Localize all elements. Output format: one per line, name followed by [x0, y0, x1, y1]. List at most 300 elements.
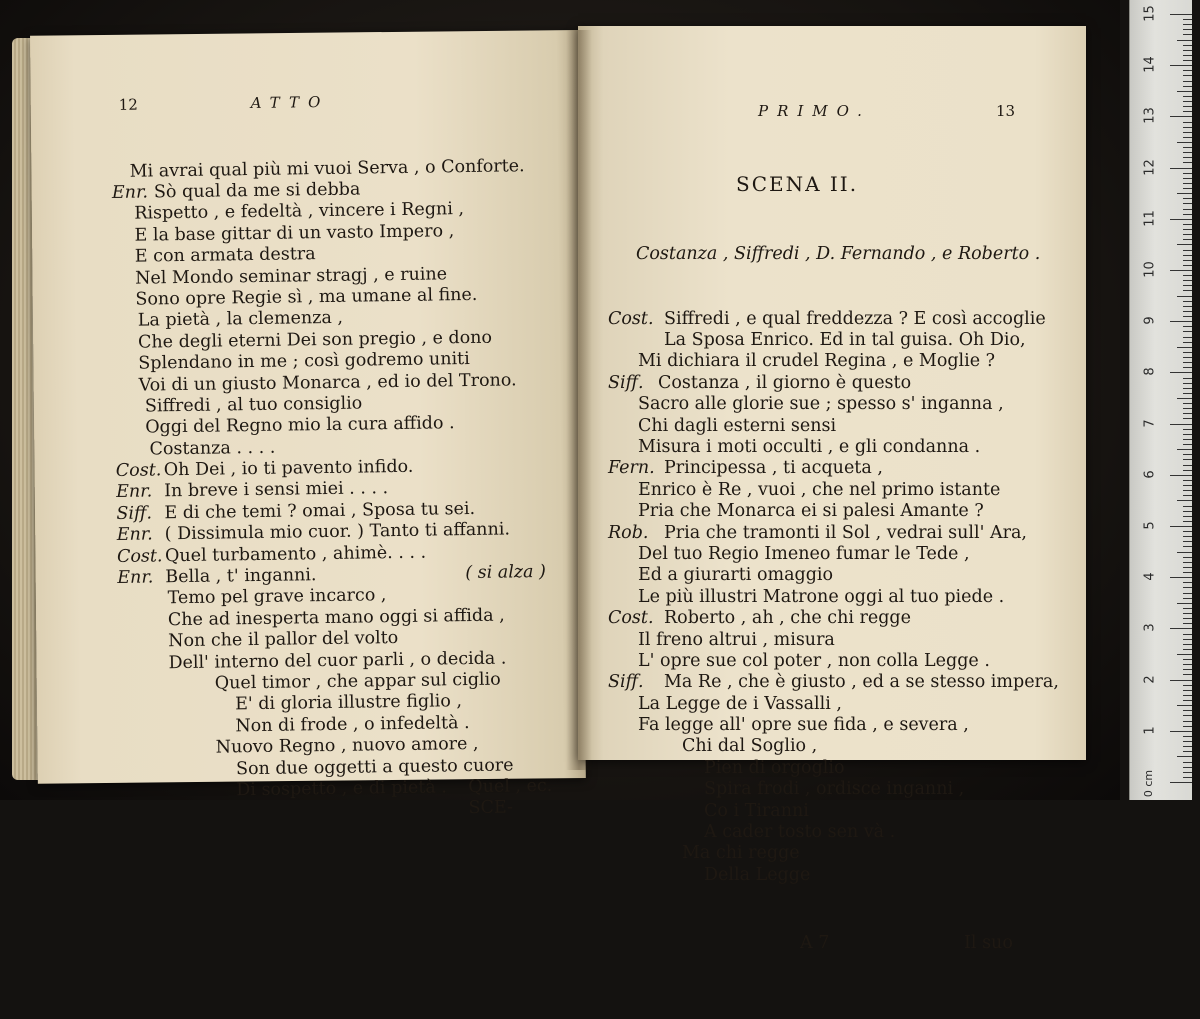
verse-line	[118, 648, 507, 675]
ruler-tick	[1183, 587, 1192, 588]
ruler-number: 8	[1142, 367, 1158, 377]
verse-text: Nel Mondo seminar stragj , e ruine	[135, 263, 448, 289]
stage-direction: ( si alza )	[465, 562, 547, 584]
ruler-tick	[1183, 260, 1192, 261]
verse-text: Temo pel grave incarco ,	[167, 585, 387, 609]
ruler-tick	[1183, 96, 1192, 97]
signature-mark: A 7	[800, 933, 830, 953]
verse-line	[115, 456, 414, 483]
ruler-tick	[1183, 674, 1192, 675]
verse-text: Chi dagli esterni sensi	[638, 415, 837, 436]
verse-text: Non che il pallor del volto	[168, 628, 399, 652]
ruler-tick	[1183, 203, 1192, 204]
verse-text: E di che temi ? omai , Sposa tu sei.	[164, 498, 476, 524]
verse-line	[608, 757, 845, 779]
ruler-tick	[1183, 639, 1192, 640]
ruler-tick	[1183, 434, 1192, 435]
ruler-number: 10	[1142, 261, 1158, 278]
verse-line	[608, 522, 1027, 544]
speaker-name: Cost.	[116, 545, 163, 567]
ruler-tick	[1183, 511, 1192, 512]
ruler-tick	[1183, 726, 1192, 727]
ruler-tick	[1170, 372, 1192, 373]
ruler-tick	[1183, 613, 1192, 614]
verse-line	[112, 155, 525, 183]
ruler-number: 13	[1142, 107, 1158, 125]
ruler-tick	[1170, 782, 1192, 783]
ruler-tick	[1170, 424, 1192, 425]
ruler-tick	[1183, 198, 1192, 199]
ruler-tick	[1183, 306, 1192, 307]
verse-text: Quel timor , che appar sul ciglio	[214, 669, 501, 694]
verse-text: Sò qual da me si debba	[153, 179, 361, 203]
verse-line	[608, 351, 996, 372]
ruler-tick	[1183, 388, 1192, 389]
verse-line	[608, 715, 969, 736]
verse-text: Misura i moti occulti , e gli condanna .	[638, 436, 981, 457]
verse-text: Principessa , ti acqueta ,	[664, 458, 883, 479]
speaker-name: Cost.	[608, 608, 654, 629]
verse-line	[113, 244, 316, 269]
verse-line	[608, 543, 970, 565]
verse-line	[116, 542, 427, 568]
verse-line	[120, 797, 514, 825]
ruler-tick	[1183, 634, 1192, 635]
verse-line	[113, 284, 478, 311]
ruler-number: 2	[1142, 674, 1158, 684]
verse-text: Che ad inesperta mano oggi si affida ,	[167, 605, 505, 631]
verse-line	[115, 413, 455, 440]
verse-line	[608, 479, 1001, 501]
verse-line	[608, 372, 912, 394]
verse-text: Costanza . . . .	[149, 437, 276, 460]
ruler-tick	[1183, 751, 1192, 752]
scene-title: SCENA II.	[736, 171, 859, 196]
ruler-tick	[1183, 557, 1192, 558]
ruler-number: 5	[1142, 521, 1158, 530]
right-running-head: PRIMO.	[758, 101, 871, 120]
ruler-tick	[1183, 81, 1192, 82]
ruler-tick	[1183, 75, 1192, 76]
ruler-tick	[1183, 45, 1192, 46]
verse-line	[114, 308, 344, 333]
ruler-tick	[1183, 413, 1192, 414]
ruler-tick	[1183, 188, 1192, 189]
verse-line	[608, 672, 1059, 693]
ruler-tick	[1183, 715, 1192, 716]
verse-text: Del tuo Regio Imeneo fumar le Tede ,	[638, 543, 970, 564]
verse-text: Oggi del Regno mio la cura affido .	[145, 413, 455, 438]
catchword: Il suo	[964, 933, 1013, 953]
ruler-tick	[1183, 183, 1192, 184]
ruler-tick	[1183, 290, 1192, 291]
verse-line	[119, 691, 463, 718]
speaker-name: Siff.	[608, 672, 644, 693]
ruler-tick	[1183, 649, 1192, 650]
ruler-tick	[1183, 454, 1192, 455]
ruler-tick	[1183, 326, 1192, 327]
verse-text: E' di gloria illustre figlio ,	[234, 691, 463, 715]
verse-text: Pien di orgoglio	[704, 757, 845, 778]
verse-line	[118, 605, 505, 632]
verse-line	[115, 369, 517, 397]
ruler-tick	[1170, 526, 1192, 527]
verse-text: Le più illustri Matrone oggi al tuo piede .	[638, 586, 1005, 607]
verse-text: Della Legge	[704, 864, 811, 885]
verse-line	[114, 349, 470, 376]
ruler-tick	[1183, 562, 1192, 563]
verse-line	[608, 822, 896, 843]
ruler-tick	[1183, 664, 1192, 665]
ruler-tick	[1183, 546, 1192, 547]
ruler-tick	[1183, 736, 1192, 737]
ruler-tick	[1177, 244, 1192, 245]
ruler-tick	[1183, 86, 1192, 87]
speaker-name: Cost.	[115, 460, 162, 482]
right-page-number: 13	[996, 101, 1016, 120]
book-gutter	[566, 30, 592, 770]
ruler-tick	[1183, 250, 1192, 251]
verse-text: Rispetto , e fedeltà , vincere i Regni ,	[134, 199, 465, 225]
verse-text: Che degli eterni Dei son pregio , e dono	[137, 327, 493, 353]
ruler-number: 4	[1142, 572, 1158, 581]
ruler-tick	[1183, 152, 1192, 153]
ruler-tick	[1183, 331, 1192, 332]
ruler-tick	[1183, 746, 1192, 747]
ruler-tick	[1183, 582, 1192, 583]
ruler-tick	[1183, 127, 1192, 128]
ruler-tick	[1177, 193, 1192, 194]
verse-text: Non di frode , o infedeltà .	[235, 712, 470, 737]
verse-text: Quel turbamento , ahimè. . . .	[164, 542, 427, 566]
verse-text: Mi avrai qual più mi vuoi Serva , o Conforte.	[129, 155, 525, 182]
ruler-tick	[1177, 40, 1192, 41]
verse-line	[608, 394, 1004, 415]
ruler-tick	[1183, 444, 1192, 445]
ruler-tick	[1177, 654, 1192, 655]
ruler-tick	[1183, 29, 1192, 30]
verse-text: Son due oggetti a questo cuore	[235, 754, 514, 779]
ruler-tick	[1183, 157, 1192, 158]
verse-line	[116, 519, 511, 547]
speaker-name: Enr.	[117, 567, 154, 588]
ruler-tick	[1177, 296, 1192, 297]
ruler-tick	[1183, 265, 1192, 266]
ruler-tick	[1183, 122, 1192, 123]
verse-text: Pria che tramonti il Sol , vedrai sull' Ara,	[664, 522, 1027, 543]
verse-line	[116, 498, 476, 525]
ruler-number: 14	[1142, 56, 1158, 73]
ruler-tick	[1183, 173, 1192, 174]
ruler-tick	[1183, 659, 1192, 660]
verse-text: Chi dal Soglio ,	[682, 736, 818, 757]
ruler-tick	[1183, 623, 1192, 624]
ruler-tick	[1183, 24, 1192, 25]
ruler-tick	[1183, 710, 1192, 711]
verse-line	[608, 308, 1046, 330]
verse-text: Mi dichiara il crudel Regina , e Moglie ?	[638, 351, 996, 372]
ruler-tick	[1183, 255, 1192, 256]
ruler-tick	[1183, 470, 1192, 471]
ruler-tick	[1183, 280, 1192, 281]
ruler-tick	[1183, 239, 1192, 240]
ruler-tick	[1183, 342, 1192, 343]
verse-line	[111, 179, 361, 205]
verse-line	[608, 629, 835, 651]
ruler-tick	[1183, 275, 1192, 276]
ruler-tick	[1177, 500, 1192, 501]
ruler-tick	[1183, 362, 1192, 363]
verse-line	[117, 562, 547, 590]
verse-line	[114, 327, 493, 354]
verse-text: Spira frodi , ordisce inganni ,	[704, 779, 965, 800]
ruler-tick	[1183, 772, 1192, 773]
verse-line	[608, 565, 834, 586]
ruler-tick	[1183, 465, 1192, 466]
stage-direction: Quel , ec.	[468, 775, 553, 798]
ruler-tick	[1177, 91, 1192, 92]
ruler-tick	[1183, 352, 1192, 353]
verse-text: Roberto , ah , che chi regge	[664, 608, 911, 629]
ruler-tick	[1177, 552, 1192, 553]
ruler-tick	[1170, 321, 1192, 322]
ruler-tick	[1170, 731, 1192, 732]
ruler-tick	[1183, 521, 1192, 522]
ruler-tick	[1170, 680, 1192, 681]
ruler-tick	[1183, 229, 1192, 230]
ruler-tick	[1183, 357, 1192, 358]
ruler-tick	[1183, 403, 1192, 404]
ruler-tick	[1170, 14, 1192, 15]
ruler-tick	[1183, 485, 1192, 486]
verse-text: Nuovo Regno , nuovo amore ,	[215, 734, 479, 758]
ruler-tick	[1183, 767, 1192, 768]
ruler-tick	[1183, 669, 1192, 670]
verse-text: L' opre sue col poter , non colla Legge .	[638, 650, 990, 671]
verse-line	[608, 608, 911, 629]
verse-text: Ed a giurarti omaggio	[638, 565, 834, 586]
right-page-text	[608, 58, 1059, 997]
ruler-tick	[1183, 700, 1192, 701]
verse-text: E la base gittar di un vasto Impero ,	[134, 221, 455, 246]
verse-line	[608, 693, 842, 715]
verse-text: Dell' interno del cuor parli , o decida .	[168, 648, 507, 673]
ruler-tick	[1183, 685, 1192, 686]
verse-line	[120, 754, 514, 782]
scene-cast: Costanza , Siffredi , D. Fernando , e Roberto .	[636, 244, 1041, 265]
ruler-tick	[1183, 137, 1192, 138]
ruler-tick	[1170, 577, 1192, 578]
speaker-name: Siff.	[608, 372, 644, 393]
verse-text: Enrico è Re , vuoi , che nel primo istante	[638, 479, 1001, 500]
ruler-tick	[1183, 495, 1192, 496]
ruler-tick	[1183, 50, 1192, 51]
ruler-tick	[1177, 142, 1192, 143]
ruler-tick	[1183, 695, 1192, 696]
verse-text: La Legge de i Vassalli ,	[638, 693, 842, 714]
verse-line	[119, 712, 470, 739]
verse-line	[118, 628, 399, 654]
ruler-number: 15	[1142, 5, 1158, 22]
ruler-number: 11	[1142, 210, 1158, 227]
stage-direction: SCE-	[468, 797, 514, 819]
verse-line	[116, 478, 389, 504]
ruler-tick	[1170, 475, 1192, 476]
ruler-unit-label: 0 cm	[1141, 769, 1155, 798]
ruler-tick	[1183, 598, 1192, 599]
ruler-tick	[1183, 316, 1192, 317]
verse-line	[608, 650, 990, 672]
ruler-tick	[1183, 762, 1192, 763]
ruler-tick	[1183, 301, 1192, 302]
verse-text: La pietà , la clemenza ,	[137, 308, 344, 331]
ruler-tick	[1177, 449, 1192, 450]
verse-line	[113, 263, 448, 290]
verse-text: Siffredi , e qual freddezza ? E così accoglie	[664, 308, 1046, 329]
speaker-name: Siff.	[116, 503, 153, 524]
ruler-tick	[1183, 111, 1192, 112]
verse-text: La Sposa Enrico. Ed in tal guisa. Oh Dio,	[664, 330, 1026, 351]
verse-line	[608, 800, 809, 822]
ruler-number: 12	[1142, 158, 1158, 176]
ruler-tick	[1183, 567, 1192, 568]
ruler-number: 7	[1142, 418, 1158, 428]
ruler-tick	[1183, 506, 1192, 507]
ruler-tick	[1183, 224, 1192, 225]
ruler-tick	[1183, 311, 1192, 312]
verse-line	[115, 437, 276, 461]
ruler-tick	[1183, 214, 1192, 215]
ruler-tick	[1183, 101, 1192, 102]
ruler-tick	[1183, 285, 1192, 286]
verse-line	[112, 221, 455, 247]
verse-line	[608, 586, 1005, 608]
verse-text: ( Dissimula mio cuor. ) Tanto ti affanni.	[164, 519, 511, 545]
left-running-head: ATTO	[250, 92, 330, 112]
verse-text: Sono opre Regie sì , ma umane al fine.	[135, 284, 478, 310]
ruler-tick	[1183, 480, 1192, 481]
ruler-tick	[1177, 705, 1192, 706]
verse-text: A cader tosto sen và .	[704, 822, 896, 843]
ruler-tick	[1177, 398, 1192, 399]
ruler-tick	[1183, 777, 1192, 778]
speaker-name: Fern.	[608, 458, 655, 479]
ruler-tick	[1177, 603, 1192, 604]
ruler-tick	[1183, 490, 1192, 491]
verse-line	[119, 669, 501, 696]
ruler-tick	[1183, 106, 1192, 107]
verse-text: Ma Re , che è giusto , ed a se stesso impera,	[664, 672, 1059, 693]
verse-line	[608, 843, 800, 864]
ruler-tick	[1170, 65, 1192, 66]
speaker-name: Enr.	[116, 481, 153, 503]
ruler-tick	[1183, 132, 1192, 133]
ruler-tick	[1183, 690, 1192, 691]
ruler-number: 1	[1142, 726, 1158, 735]
ruler-tick	[1183, 383, 1192, 384]
ruler-tick	[1183, 55, 1192, 56]
verse-text: Splendano in me ; così godremo uniti	[138, 349, 470, 374]
verse-text: Siffredi , al tuo consiglio	[144, 393, 363, 417]
ruler-tick	[1170, 168, 1192, 169]
ruler-tick	[1183, 536, 1192, 537]
verse-text: E con armata destra	[134, 244, 316, 267]
ruler-tick	[1183, 234, 1192, 235]
ruler-tick	[1183, 378, 1192, 379]
verse-text: Il freno altrui , misura	[638, 629, 835, 650]
ruler-tick	[1177, 347, 1192, 348]
verse-line	[112, 199, 465, 226]
ruler-tick	[1183, 644, 1192, 645]
ruler-tick	[1183, 429, 1192, 430]
verse-text: Di sospetto , e di pietà .	[236, 777, 448, 801]
ruler-tick	[1183, 337, 1192, 338]
ruler-tick	[1183, 593, 1192, 594]
ruler-tick	[1183, 70, 1192, 71]
verse-line	[608, 864, 811, 886]
verse-text: Pria che Monarca ei si palesi Amante ?	[638, 501, 984, 522]
verse-line	[118, 585, 387, 611]
ruler-tick	[1183, 459, 1192, 460]
verse-text: Fa legge all' opre sue fida , e severa ,	[638, 715, 969, 736]
ruler-tick	[1183, 367, 1192, 368]
verse-text: Sacro alle glorie sue ; spesso s' inganna ,	[638, 394, 1004, 415]
ruler-tick	[1183, 393, 1192, 394]
ruler-number: 6	[1142, 470, 1158, 479]
ruler-tick	[1183, 541, 1192, 542]
speaker-name: Rob.	[608, 522, 649, 543]
ruler-tick	[1183, 741, 1192, 742]
ruler-tick	[1177, 756, 1192, 757]
ruler-tick	[1183, 147, 1192, 148]
verse-text: Bella , t' inganni.	[165, 565, 317, 588]
ruler-tick	[1183, 608, 1192, 609]
ruler-tick	[1183, 516, 1192, 517]
verse-text: Costanza , il giorno è questo	[658, 372, 912, 393]
verse-line	[115, 393, 363, 418]
ruler-number: 3	[1142, 623, 1158, 633]
ruler-tick	[1183, 531, 1192, 532]
ruler-tick	[1170, 116, 1192, 117]
ruler-tick	[1170, 270, 1192, 271]
speaker-name: Enr.	[116, 524, 153, 546]
measuring-ruler	[1129, 0, 1192, 800]
verse-line	[608, 436, 981, 458]
ruler-tick	[1183, 209, 1192, 210]
speaker-name: Cost.	[608, 308, 654, 329]
ruler-tick	[1183, 721, 1192, 722]
ruler-tick	[1183, 408, 1192, 409]
left-page-number: 12	[118, 95, 138, 114]
verse-text: In breve i sensi miei . . . .	[164, 478, 389, 502]
ruler-tick	[1183, 60, 1192, 61]
verse-line	[608, 501, 984, 522]
verse-line	[608, 415, 837, 437]
verse-line	[608, 330, 1026, 351]
verse-line	[120, 734, 479, 761]
ruler-number: 9	[1142, 316, 1158, 325]
ruler-tick	[1183, 439, 1192, 440]
ruler-tick	[1183, 618, 1192, 619]
speaker-name: Enr.	[111, 182, 149, 204]
ruler-tick	[1183, 34, 1192, 35]
verse-text: Oh Dei , io ti pavento infido.	[163, 456, 414, 481]
verse-line	[608, 736, 818, 757]
ruler-tick	[1183, 162, 1192, 163]
verse-text: Voi di un giusto Monarca , ed io del Trono.	[138, 369, 517, 396]
ruler-tick	[1183, 572, 1192, 573]
ruler-tick	[1183, 178, 1192, 179]
